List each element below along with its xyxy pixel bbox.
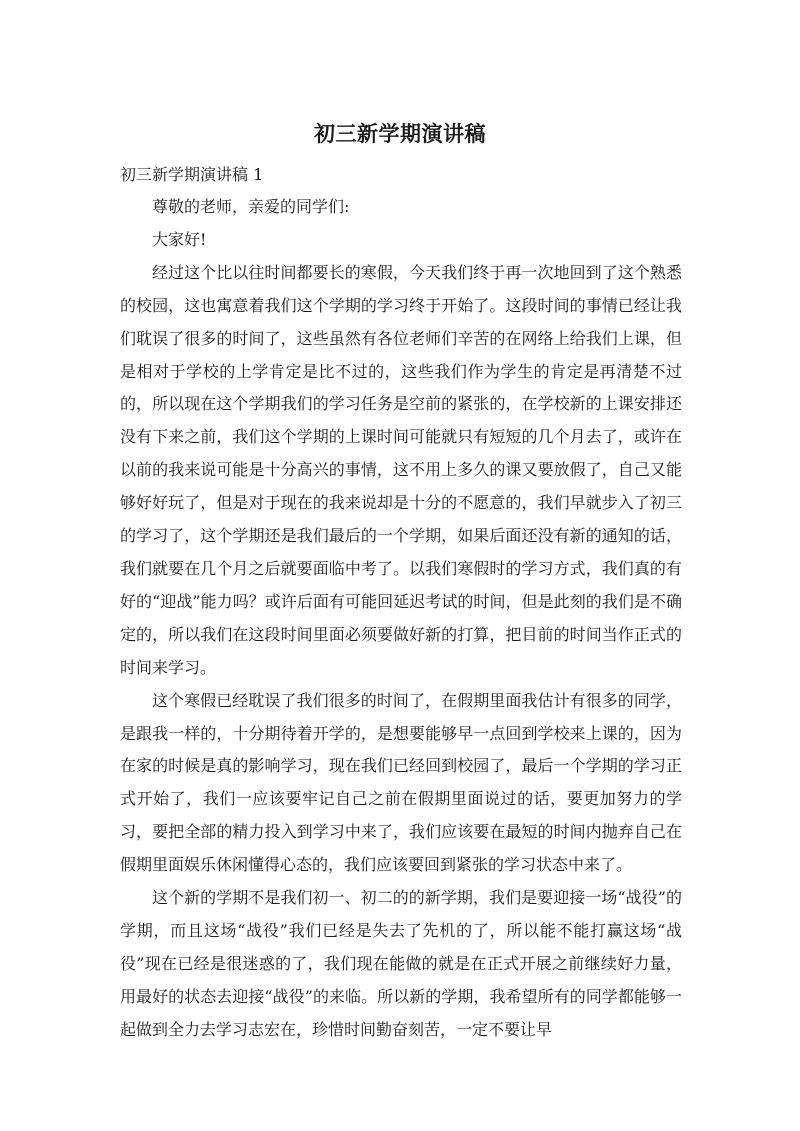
body-paragraph: 经过这个比以往时间都要长的寒假，今天我们终于再一次地回到了这个熟悉的校园，这也寓意着我们这个学期的学习终于开始了。这段时间的事情已经让我们耽误了很多的时间了，这些虽然有各位老师们辛苦的在网络上给我们上课，但是相对于学校的上学肯定是比不过的，这些我们作为学生的肯定是再清楚不过的，所以现在这个学期我们的学习任务是空前的紧张的，在学校新的上课安排还没有下来之前，我们这个学期的上课时间可能就只有短短的几个月去了，或许在以前的我来说可能是十分高兴的事情，这不用上多久的课又要放假了，自己又能够好好玩了，但是对于现在的我来说却是十分的不愿意的，我们早就步入了初三的学习了，这个学期还是我们最后的一个学期，如果后面还没有新的通知的话，我们就要在几个月之后就要面临中考了。以我们寒假时的学习方式，我们真的有好的“迎战”能力吗？或许后面有可能回延迟考试的时间，但是此刻的我们是不确定的，所以我们在这段时间里面必须要做好新的打算，把目前的时间当作正式的时间来学习。 <box>120 262 682 677</box>
body-paragraph: 这个寒假已经耽误了我们很多的时间了，在假期里面我估计有很多的同学，是跟我一样的，十分期待着开学的，是想要能够早一点回到学校来上课的，因为在家的时候是真的影响学习，现在我们已经回到校园了，最后一个学期的学习正式开始了，我们一应该要牢记自己之前在假期里面说过的话，要更加努力的学习，要把全部的精力投入到学习中来了，我们应该要在最短的时间内抛弃自己在假期里面娱乐休闲懂得心态的，我们应该要回到紧张的学习状态中来了。 <box>120 690 682 875</box>
greeting-paragraph: 大家好! <box>152 229 207 249</box>
salutation-paragraph: 尊敬的老师，亲爱的同学们: <box>152 197 350 216</box>
document-body <box>120 191 682 1047</box>
section-heading: 初三新学期演讲稿 1 <box>120 165 264 184</box>
document-title: 初三新学期演讲稿 <box>314 122 486 146</box>
body-paragraph: 这个新的学期不是我们初一、初二的的新学期，我们是要迎接一场“战役”的学期，而且这场“战役”我们已经是失去了先机的了，所以能不能打赢这场“战役”现在已经是很迷惑的了，我们现在能做的就是在正式开展之前继续好力量，用最好的状态去迎接“战役”的来临。所以新的学期，我希望所有的同学都能够一起做到全力去学习志宏在，珍惜时间勤奋刻苦，一定不要让早 <box>120 888 682 1039</box>
